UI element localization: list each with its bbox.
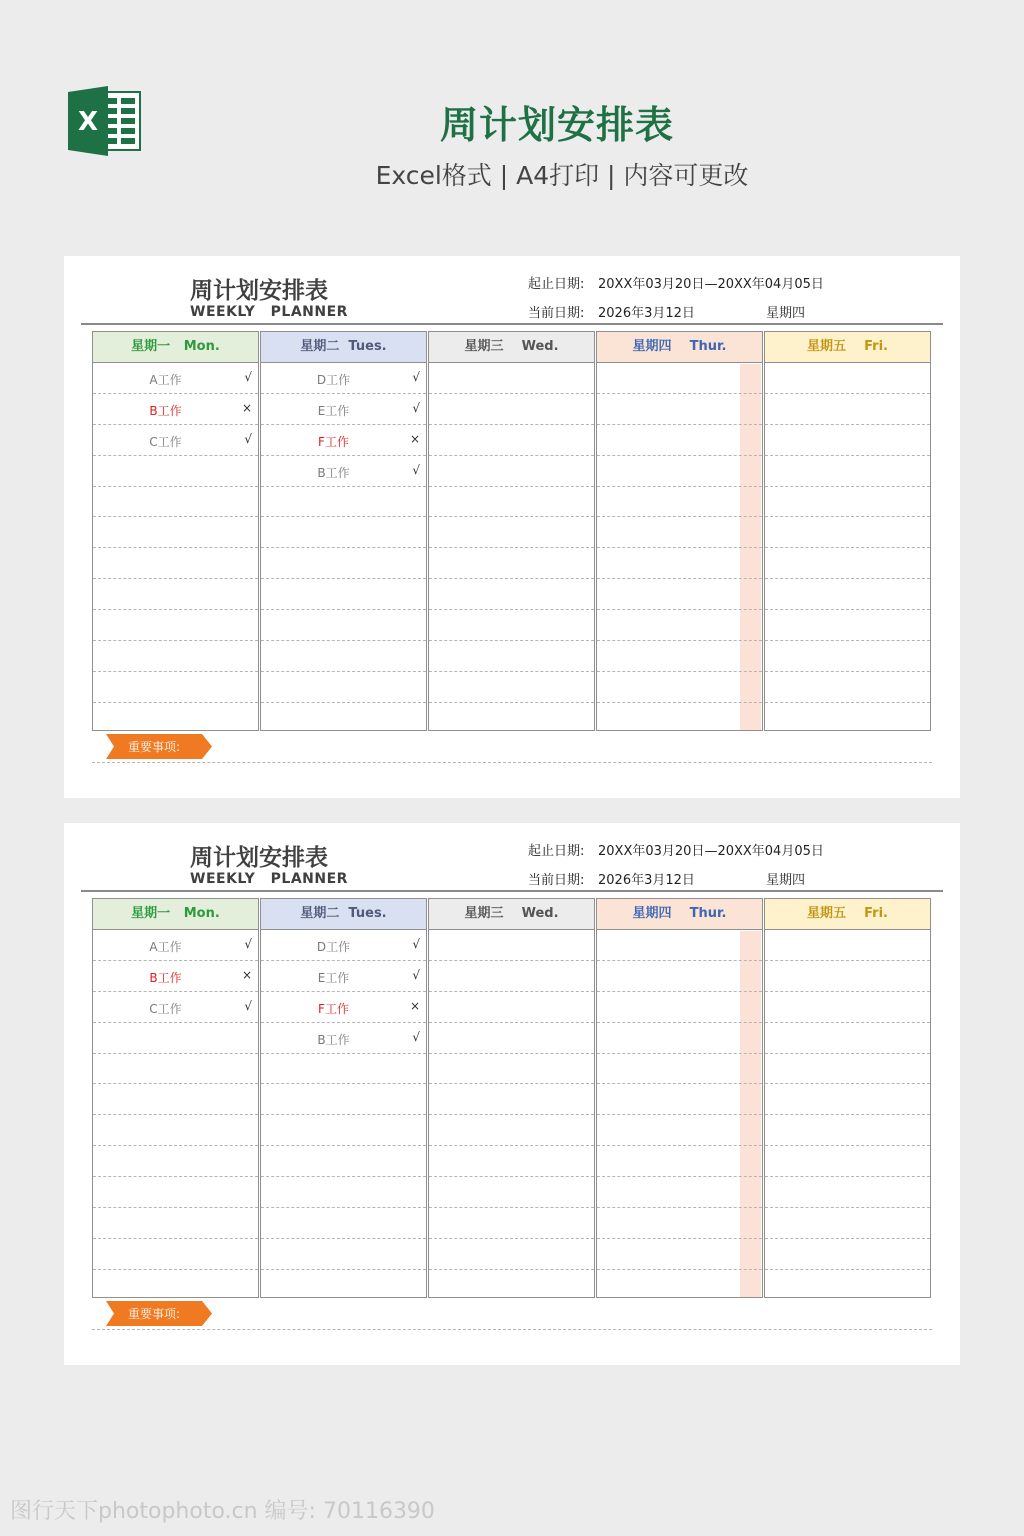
task-cell[interactable] [765, 961, 930, 992]
task-name: C工作 [149, 434, 182, 449]
task-name: A工作 [149, 940, 182, 954]
task-rows [765, 930, 930, 1301]
task-rows [93, 930, 258, 1301]
task-cell[interactable] [597, 1023, 762, 1054]
task-cell[interactable] [429, 487, 594, 518]
task-cell[interactable] [93, 1023, 258, 1054]
task-cell[interactable] [765, 610, 930, 641]
task-cell[interactable] [93, 610, 258, 641]
task-cell[interactable] [597, 394, 762, 425]
task-cell[interactable] [261, 992, 426, 1023]
important-line[interactable] [92, 762, 932, 763]
task-cell[interactable] [429, 961, 594, 992]
task-cell[interactable] [93, 363, 258, 394]
task-cell[interactable] [765, 930, 930, 961]
task-cell[interactable] [765, 579, 930, 610]
task-rows [261, 930, 426, 1301]
task-cell[interactable] [765, 672, 930, 703]
task-cell[interactable] [261, 425, 426, 456]
task-cell[interactable] [429, 456, 594, 487]
day-column-thursday [596, 331, 763, 731]
task-name: C工作 [149, 1001, 182, 1016]
task-cell[interactable] [261, 930, 426, 961]
check-mark-icon: √ [412, 462, 420, 477]
current-weekday: 星期四 [766, 306, 806, 321]
page-title: 周计划安排表 [439, 103, 674, 147]
task-cell[interactable] [597, 1177, 762, 1208]
task-cell[interactable] [93, 517, 258, 548]
task-cell[interactable] [765, 363, 930, 394]
task-name: A工作 [149, 373, 182, 387]
day-header-wednesday: 星期三 Wed. [429, 899, 594, 930]
task-cell[interactable] [597, 363, 762, 394]
planner-sheet [64, 823, 960, 1365]
task-cell[interactable] [261, 394, 426, 425]
important-label: 重要事项: [128, 1307, 181, 1321]
task-cell[interactable] [261, 1239, 426, 1270]
task-cell[interactable] [261, 610, 426, 641]
task-cell[interactable] [261, 579, 426, 610]
check-mark-icon: √ [244, 998, 252, 1013]
current-weekday: 星期四 [766, 873, 806, 888]
cross-mark-icon: × [241, 400, 252, 415]
task-name: B工作 [317, 1032, 350, 1047]
task-cell[interactable] [429, 992, 594, 1023]
task-cell[interactable] [765, 425, 930, 456]
planner-title: 周计划安排表 [190, 278, 328, 304]
task-cell[interactable] [93, 930, 258, 961]
task-cell[interactable] [429, 548, 594, 579]
current-date-label: 当前日期: [528, 306, 585, 321]
task-rows [765, 363, 930, 734]
task-cell[interactable] [429, 394, 594, 425]
task-cell[interactable] [765, 1208, 930, 1239]
task-cell[interactable] [93, 641, 258, 672]
check-mark-icon: √ [412, 400, 420, 415]
task-cell[interactable] [261, 1177, 426, 1208]
check-mark-icon: √ [244, 937, 252, 951]
task-cell[interactable] [93, 1054, 258, 1085]
task-cell[interactable] [93, 1177, 258, 1208]
task-cell[interactable] [597, 579, 762, 610]
task-cell[interactable] [93, 456, 258, 487]
task-cell[interactable] [93, 1239, 258, 1270]
task-cell[interactable] [597, 610, 762, 641]
task-cell[interactable] [597, 1239, 762, 1270]
task-cell[interactable] [261, 961, 426, 992]
day-header-wednesday: 星期三 Wed. [429, 332, 594, 363]
task-cell[interactable] [597, 1084, 762, 1115]
task-rows [597, 363, 762, 734]
task-cell[interactable] [429, 1270, 594, 1301]
task-cell[interactable] [261, 1115, 426, 1146]
task-cell[interactable] [261, 363, 426, 394]
task-name: F工作 [318, 1001, 349, 1016]
day-header-thursday: 星期四 Thur. [597, 332, 762, 363]
day-column-friday [764, 898, 931, 1298]
day-column-monday [92, 331, 259, 731]
task-cell[interactable] [429, 672, 594, 703]
task-cell[interactable] [597, 703, 762, 734]
current-date-value: 2026年3月12日 [598, 306, 695, 321]
day-header-monday: 星期一 Mon. [93, 899, 258, 930]
svg-text:X: X [77, 107, 99, 137]
day-column-tuesday [260, 898, 427, 1298]
day-header-friday: 星期五 Fri. [765, 899, 930, 930]
task-cell[interactable] [93, 579, 258, 610]
period-value: 20XX年03月20日—20XX年04月05日 [598, 844, 824, 859]
task-cell[interactable] [93, 1270, 258, 1301]
task-cell[interactable] [261, 1208, 426, 1239]
task-cell[interactable] [765, 394, 930, 425]
header-divider [81, 890, 943, 892]
period-label: 起止日期: [528, 277, 585, 292]
task-cell[interactable] [597, 425, 762, 456]
task-cell[interactable] [429, 1023, 594, 1054]
task-cell[interactable] [765, 641, 930, 672]
task-rows [93, 363, 258, 734]
task-cell[interactable] [93, 548, 258, 579]
task-cell[interactable] [93, 672, 258, 703]
task-cell[interactable] [429, 610, 594, 641]
period-label: 起止日期: [528, 844, 585, 859]
task-cell[interactable] [261, 641, 426, 672]
task-name: E工作 [317, 403, 350, 418]
task-rows [597, 930, 762, 1301]
check-mark-icon: √ [412, 1029, 420, 1044]
task-cell[interactable] [597, 517, 762, 548]
page-subtitle: Excel格式 | A4打印 | 内容可更改 [375, 161, 749, 190]
task-cell[interactable] [765, 517, 930, 548]
task-cell[interactable] [261, 548, 426, 579]
task-cell[interactable] [765, 992, 930, 1023]
task-cell[interactable] [93, 1208, 258, 1239]
task-cell[interactable] [765, 703, 930, 734]
task-cell[interactable] [429, 641, 594, 672]
task-cell[interactable] [597, 672, 762, 703]
task-cell[interactable] [597, 992, 762, 1023]
task-cell[interactable] [429, 579, 594, 610]
task-cell[interactable] [429, 1084, 594, 1115]
task-cell[interactable] [429, 1146, 594, 1177]
task-cell[interactable] [93, 1084, 258, 1115]
task-name: E工作 [317, 970, 350, 985]
task-cell[interactable] [597, 1146, 762, 1177]
task-rows [429, 363, 594, 734]
day-column-wednesday [428, 898, 595, 1298]
task-cell[interactable] [261, 487, 426, 518]
task-cell[interactable] [93, 1115, 258, 1146]
task-cell[interactable] [93, 992, 258, 1023]
task-cell[interactable] [597, 456, 762, 487]
day-column-friday [764, 331, 931, 731]
task-cell[interactable] [261, 1270, 426, 1301]
cross-mark-icon: × [409, 998, 420, 1013]
period-value: 20XX年03月20日—20XX年04月05日 [598, 277, 824, 292]
task-name: D工作 [316, 940, 351, 954]
day-header-friday: 星期五 Fri. [765, 332, 930, 363]
task-cell[interactable] [429, 1115, 594, 1146]
task-cell[interactable] [93, 425, 258, 456]
important-line[interactable] [92, 1329, 932, 1330]
cross-mark-icon: × [241, 967, 252, 982]
task-cell[interactable] [429, 517, 594, 548]
task-cell[interactable] [93, 487, 258, 518]
day-header-monday: 星期一 Mon. [93, 332, 258, 363]
task-cell[interactable] [597, 1054, 762, 1085]
task-cell[interactable] [597, 961, 762, 992]
task-cell[interactable] [765, 1054, 930, 1085]
task-cell[interactable] [429, 1054, 594, 1085]
task-cell[interactable] [765, 1177, 930, 1208]
planner-subtitle: WEEKLY PLANNER [190, 871, 348, 887]
task-cell[interactable] [261, 1146, 426, 1177]
task-cell[interactable] [765, 487, 930, 518]
task-rows [261, 363, 426, 734]
check-mark-icon: √ [412, 967, 420, 982]
planner-sheet [64, 256, 960, 798]
task-cell[interactable] [429, 1208, 594, 1239]
task-cell[interactable] [261, 1084, 426, 1115]
task-cell[interactable] [765, 1084, 930, 1115]
task-cell[interactable] [261, 456, 426, 487]
task-cell[interactable] [429, 1177, 594, 1208]
day-column-wednesday [428, 331, 595, 731]
important-label: 重要事项: [128, 740, 181, 754]
task-cell[interactable] [597, 487, 762, 518]
task-cell[interactable] [93, 703, 258, 734]
task-name: B工作 [317, 465, 350, 480]
cross-mark-icon: × [409, 431, 420, 446]
task-cell[interactable] [429, 703, 594, 734]
check-mark-icon: √ [244, 431, 252, 446]
task-name: F工作 [318, 434, 349, 449]
task-name: B工作 [149, 403, 182, 418]
task-cell[interactable] [429, 363, 594, 394]
task-cell[interactable] [93, 961, 258, 992]
task-cell[interactable] [765, 1146, 930, 1177]
task-cell[interactable] [261, 517, 426, 548]
day-header-tuesday: 星期二 Tues. [261, 332, 426, 363]
current-date-label: 当前日期: [528, 873, 585, 888]
check-mark-icon: √ [412, 937, 420, 951]
task-name: B工作 [149, 970, 182, 985]
task-cell[interactable] [597, 1208, 762, 1239]
planner-title: 周计划安排表 [190, 845, 328, 871]
day-header-tuesday: 星期二 Tues. [261, 899, 426, 930]
task-cell[interactable] [597, 930, 762, 961]
day-column-tuesday [260, 331, 427, 731]
task-cell[interactable] [597, 548, 762, 579]
task-cell[interactable] [429, 1239, 594, 1270]
task-cell[interactable] [765, 1023, 930, 1054]
task-cell[interactable] [261, 703, 426, 734]
current-date-value: 2026年3月12日 [598, 873, 695, 888]
day-header-thursday: 星期四 Thur. [597, 899, 762, 930]
task-cell[interactable] [261, 1023, 426, 1054]
task-cell[interactable] [93, 394, 258, 425]
check-mark-icon: √ [244, 370, 252, 384]
task-cell[interactable] [261, 672, 426, 703]
task-cell[interactable] [429, 930, 594, 961]
task-cell[interactable] [765, 456, 930, 487]
day-column-thursday [596, 898, 763, 1298]
watermark: 图行天下photophoto.cn 编号: 70116390 [10, 1499, 435, 1524]
task-cell[interactable] [429, 425, 594, 456]
task-rows [429, 930, 594, 1301]
day-column-monday [92, 898, 259, 1298]
planner-subtitle: WEEKLY PLANNER [190, 304, 348, 320]
header-divider [81, 323, 943, 325]
task-cell[interactable] [765, 1270, 930, 1301]
task-cell[interactable] [765, 1239, 930, 1270]
task-cell[interactable] [93, 1146, 258, 1177]
check-mark-icon: √ [412, 370, 420, 384]
task-cell[interactable] [765, 1115, 930, 1146]
task-cell[interactable] [765, 548, 930, 579]
task-cell[interactable] [597, 1270, 762, 1301]
task-cell[interactable] [261, 1054, 426, 1085]
task-name: D工作 [316, 373, 351, 387]
task-cell[interactable] [597, 1115, 762, 1146]
task-cell[interactable] [597, 641, 762, 672]
